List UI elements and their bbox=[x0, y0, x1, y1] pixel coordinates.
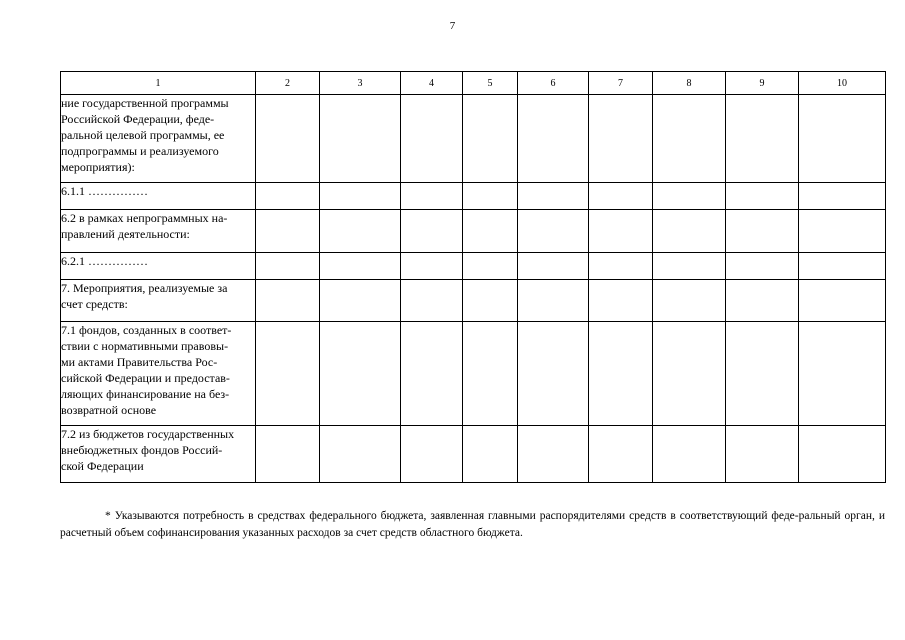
empty-cell bbox=[653, 253, 726, 280]
empty-cell bbox=[518, 426, 589, 483]
header-cell: 8 bbox=[653, 72, 726, 95]
empty-cell bbox=[463, 210, 518, 253]
empty-cell bbox=[256, 183, 320, 210]
empty-cell bbox=[589, 210, 653, 253]
table-row bbox=[61, 210, 886, 253]
empty-cell bbox=[256, 426, 320, 483]
empty-cell bbox=[463, 95, 518, 183]
empty-cell bbox=[401, 426, 463, 483]
empty-cell bbox=[726, 95, 799, 183]
empty-cell bbox=[589, 183, 653, 210]
empty-cell bbox=[320, 210, 401, 253]
header-cell: 9 bbox=[726, 72, 799, 95]
table-row bbox=[61, 183, 886, 210]
empty-cell bbox=[320, 322, 401, 426]
header-row bbox=[61, 72, 886, 95]
table-row bbox=[61, 426, 886, 483]
row-label: ние государственной программы Российской Федерации, феде- ральной целевой программы, ее подпрограммы и реализуемого мероприятия): bbox=[61, 95, 256, 183]
empty-cell bbox=[256, 253, 320, 280]
page-number: 7 bbox=[449, 20, 456, 32]
empty-cell bbox=[799, 183, 886, 210]
row-label: 6.2 в рамках непрограммных на- правлений деятельности: bbox=[61, 210, 256, 253]
empty-cell bbox=[320, 95, 401, 183]
empty-cell bbox=[589, 253, 653, 280]
row-label: 6.1.1 …………… bbox=[61, 183, 256, 210]
empty-cell bbox=[518, 210, 589, 253]
empty-cell bbox=[320, 253, 401, 280]
empty-cell bbox=[518, 95, 589, 183]
header-cell: 5 bbox=[463, 72, 518, 95]
empty-cell bbox=[256, 210, 320, 253]
empty-cell bbox=[256, 322, 320, 426]
empty-cell bbox=[799, 210, 886, 253]
empty-cell bbox=[653, 280, 726, 322]
empty-cell bbox=[401, 253, 463, 280]
empty-cell bbox=[653, 210, 726, 253]
row-label: 7.2 из бюджетов государственных внебюджетных фондов Россий- ской Федерации bbox=[61, 426, 256, 483]
header-cell: 7 bbox=[589, 72, 653, 95]
empty-cell bbox=[799, 322, 886, 426]
empty-cell bbox=[653, 183, 726, 210]
empty-cell bbox=[726, 426, 799, 483]
empty-cell bbox=[653, 95, 726, 183]
empty-cell bbox=[320, 280, 401, 322]
empty-cell bbox=[256, 280, 320, 322]
empty-cell bbox=[799, 253, 886, 280]
table-row bbox=[61, 280, 886, 322]
empty-cell bbox=[463, 183, 518, 210]
header-cell: 2 bbox=[256, 72, 320, 95]
empty-cell bbox=[726, 280, 799, 322]
empty-cell bbox=[401, 95, 463, 183]
row-label: 7.1 фондов, созданных в соответ- ствии с нормативными правовы- ми актами Правительства Рос- сийской Федерации и предостав- ляющих финансирование на без- возвратной основе bbox=[61, 322, 256, 426]
empty-cell bbox=[726, 253, 799, 280]
empty-cell bbox=[726, 183, 799, 210]
row-label: 7. Мероприятия, реализуемые за счет средств: bbox=[61, 280, 256, 322]
empty-cell bbox=[799, 95, 886, 183]
empty-cell bbox=[589, 322, 653, 426]
empty-cell bbox=[589, 426, 653, 483]
empty-cell bbox=[463, 426, 518, 483]
header-cell: 10 bbox=[799, 72, 886, 95]
empty-cell bbox=[518, 183, 589, 210]
empty-cell bbox=[320, 183, 401, 210]
empty-cell bbox=[653, 322, 726, 426]
empty-cell bbox=[401, 210, 463, 253]
table-row bbox=[61, 322, 886, 426]
empty-cell bbox=[518, 322, 589, 426]
empty-cell bbox=[401, 322, 463, 426]
footnote: * Указываются потребность в средствах федерального бюджета, заявленная главными распорядителями средств в соответствующий феде-ральный орган, и расчетный объем софинансирования указанных расходов за счет средств областного бюджета. bbox=[60, 509, 885, 539]
empty-cell bbox=[799, 280, 886, 322]
table-row bbox=[61, 95, 886, 183]
empty-cell bbox=[463, 280, 518, 322]
header-cell: 1 bbox=[61, 72, 256, 95]
budget-table bbox=[60, 71, 886, 483]
empty-cell bbox=[401, 280, 463, 322]
empty-cell bbox=[589, 280, 653, 322]
empty-cell bbox=[463, 253, 518, 280]
header-cell: 6 bbox=[518, 72, 589, 95]
empty-cell bbox=[726, 322, 799, 426]
empty-cell bbox=[589, 95, 653, 183]
empty-cell bbox=[320, 426, 401, 483]
empty-cell bbox=[463, 322, 518, 426]
empty-cell bbox=[401, 183, 463, 210]
empty-cell bbox=[256, 95, 320, 183]
table-row bbox=[61, 253, 886, 280]
empty-cell bbox=[726, 210, 799, 253]
empty-cell bbox=[799, 426, 886, 483]
empty-cell bbox=[518, 253, 589, 280]
header-cell: 4 bbox=[401, 72, 463, 95]
header-cell: 3 bbox=[320, 72, 401, 95]
row-label: 6.2.1 …………… bbox=[61, 253, 256, 280]
empty-cell bbox=[518, 280, 589, 322]
empty-cell bbox=[653, 426, 726, 483]
